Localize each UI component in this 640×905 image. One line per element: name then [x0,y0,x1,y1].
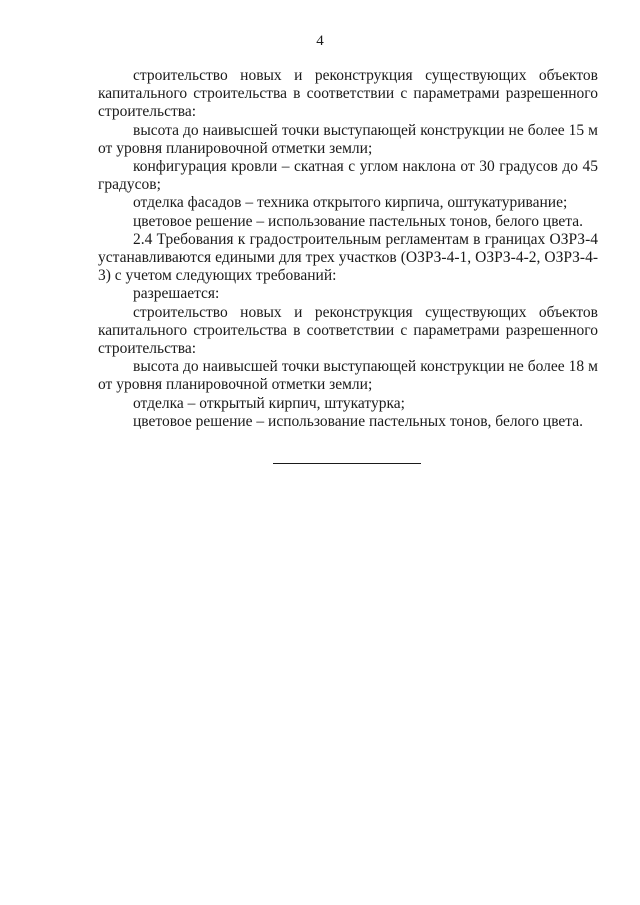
page-number: 4 [316,33,324,49]
paragraph-section-2-4: 2.4 Требования к градостроительным регламентам в границах ОЗРЗ-4 устанавливаются едиными для трех участков (ОЗРЗ-4-1, ОЗРЗ-4-2, ОЗРЗ-4-3) с учетом следующих требований: [98,230,598,285]
paragraph-color-scheme-1: цветовое решение – использование пастельных тонов, белого цвета. [133,212,584,230]
paragraph-permitted: разрешается: [133,285,220,303]
paragraph-color-scheme-2: цветовое решение – использование пастельных тонов, белого цвета. [133,412,584,430]
paragraph-roof-configuration: конфигурация кровли – скатная с углом наклона от 30 градусов до 45 градусов; [98,158,598,194]
paragraph-construction-params-1: строительство новых и реконструкция существующих объектов капитального строительства в соответствии с параметрами разрешенного строительства: [98,67,598,121]
end-divider-line [273,463,421,464]
paragraph-construction-params-2: строительство новых и реконструкция существующих объектов капитального строительства в соответствии с параметрами разрешенного строительства: [98,303,598,358]
paragraph-facade-finish: отделка фасадов – техника открытого кирпича, оштукатуривание; [133,194,568,212]
document-body [98,67,598,431]
paragraph-finish: отделка – открытый кирпич, штукатурка; [133,394,405,412]
paragraph-height-limit-15m: высота до наивысшей точки выступающей конструкции не более 15 м от уровня планировочной отметки земли; [98,121,598,157]
paragraph-height-limit-18m: высота до наивысшей точки выступающей конструкции не более 18 м от уровня планировочной отметки земли; [98,358,598,394]
